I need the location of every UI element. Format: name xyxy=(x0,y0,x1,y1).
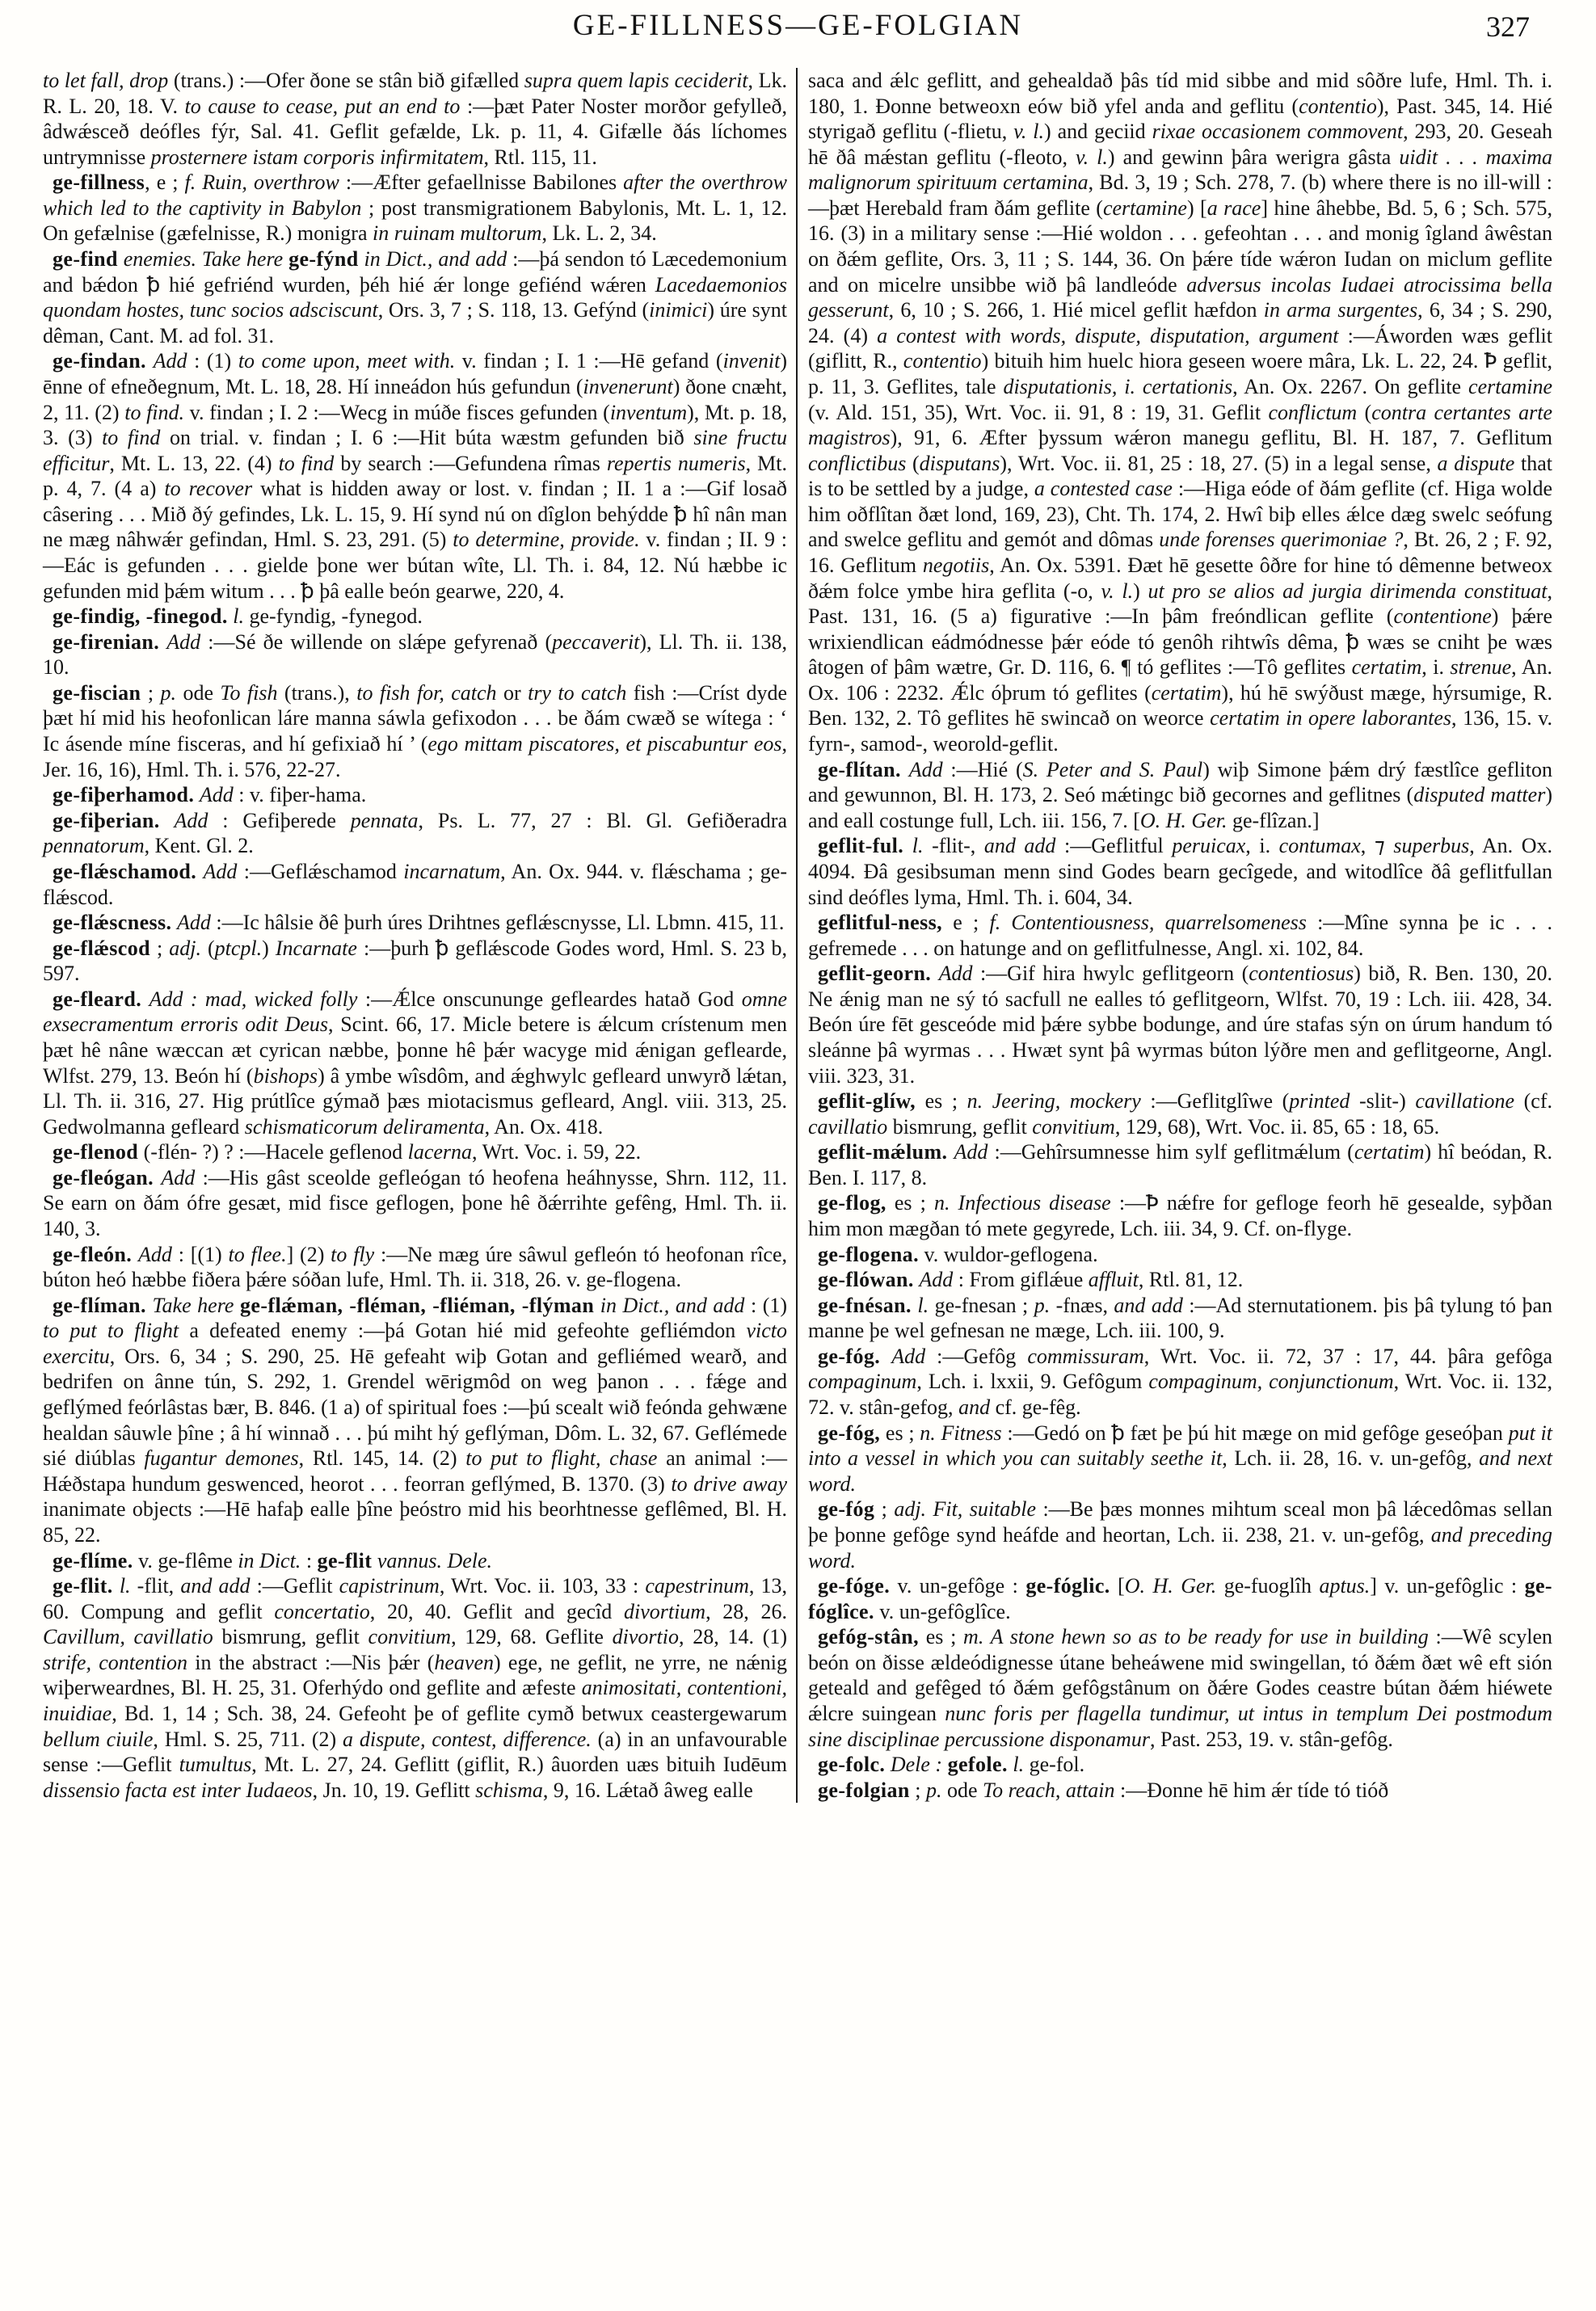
headword: ge-flǽman, -fléman, -fliéman, -flýman xyxy=(239,1293,595,1317)
left-column xyxy=(43,68,796,1803)
dictionary-entry: geflit-glíw, es ; n. Jeering, mockery :—Geflitglîwe (printed -slit-) cavillatione (cf. cavillatio bismrung, geflit convitium, 129, 68), Wrt. Voc. ii. 85, 65 : 18, 65. xyxy=(808,1089,1553,1139)
dictionary-entry: ge-fóg, es ; n. Fitness :—Gedó on ꝥ fæt þe þú hit mæge on mid gefôge geseóþan put it into a vessel in which you can suitably seethe it, Lch. ii. 28, 16. v. un-gefôg, and next word. xyxy=(808,1421,1552,1496)
dictionary-entry: ge-flǽscness. Add :—Ic hâlsie ðê þurh úres Drihtnes geflǽscnysse, Ll. Lbmn. 415, 11. xyxy=(53,911,785,935)
headword: ge-flit. xyxy=(53,1574,113,1598)
headword: ge-flíme. xyxy=(53,1548,133,1572)
dictionary-entry: gefóg-stân, es ; m. A stone hewn so as to be ready for use in building :—Wê scylen beón on ðisse ældeódignesse útane beheáwene mid swingellan, tó ðǽm ðæt wê eft sión geteald and gefêged tó ðǽm gefôgstânum on ðǽre Godes ceastre bútan ðǽm hiéwete ǽlcre suingean nunc foris per flagella tundimur, ut intus in templum Dei postmodum sine disciplinae percussione disponamur, Past. 253, 19. v. stân-gefôg. xyxy=(808,1625,1552,1751)
headword: ge-folgian xyxy=(818,1778,910,1802)
dictionary-entry: geflit-georn. Add :—Gif hira hwylc geflitgeorn (contentiosus) bið, R. Ben. 130, 20. Ne ǽnig man ne sý tó sacfull ne ealles tó geflitgeorn, Wlfst. 70, 19 : Lch. iii. 428, 34. Beón úre fēt gesceóde mid þǽre sybbe bodunge, and úre stafas sýn on úrum handum tó sleánne þâ wyrmas . . . Hwæt synt þâ wyrmas búton lýðre men and geflitgeorne, Angl. viii. 323, 31. xyxy=(808,962,1553,1088)
dictionary-entry: ge-fóge. v. un-gefôge : ge-fóglic. [O. H. Ger. ge-fuoglîh aptus.] v. un-gefôglic : ge-fóglîce. v. un-gefôglîce. xyxy=(808,1574,1552,1623)
headword: geflit-glíw, xyxy=(818,1089,916,1113)
dictionary-entry: ge-flíme. v. ge-flême in Dict. : ge-flit vannus. Dele. xyxy=(53,1548,493,1572)
page-number: 327 xyxy=(1486,11,1530,43)
headword: geflit-mǽlum. xyxy=(818,1140,948,1164)
headword: ge-flog, xyxy=(818,1191,886,1215)
headword: ge-folc. xyxy=(818,1753,886,1777)
dictionary-entry: ge-flíman. Take here ge-flǽman, -fléman, -fliéman, -flýman in Dict., and add : (1) to put to flight a defeated enemy :—þá Gotan hié mid gefeohte gefliémdon victo exercitu, Ors. 6, 34 ; S. 290, 25. Hē gefeaht wiþ Gotan and gefliémed wearð, and bedrifen on ânne tún, S. 292, 1. Grendel wērigmôd on weg þanon . . . fǽge and geflýmed feórlâstas bær, B. 846. (1 a) of spiritual foes :—þú scealt wið feónda gehwæne healdan sâuwle þîne ; â hí winnað . . . þú miht hý geflýman, Dôm. L. 32, 67. Geflémede sié diúblas fugantur demones, Rtl. 145, 14. (2) to put to flight, chase an animal :—Hǽðstapa hundum geswenced, heorot . . . feorran geflýmed, B. 1370. (3) to drive away inanimate objects :—Hē hafaþ ealle þîne þeóstro mid his beorhtnesse geflêmed, Bl. H. 85, 22. xyxy=(43,1293,788,1547)
dictionary-entry: geflit-mǽlum. Add :—Gehîrsumnesse him sylf geflitmǽlum (certatim) hî beódan, R. Ben. I. 117, 8. xyxy=(808,1140,1552,1189)
dictionary-entry: ge-flítan. Add :—Hié (S. Peter and S. Paul) wiþ Simone þǽm drý fæstlîce gefliton and gewunnon, Bl. H. 173, 2. Seó mǽtingc bið gecornes and geflitnes (disputed matter) and eall costunge full, Lch. iii. 156, 7. [O. H. Ger. ge-flîzan.] xyxy=(808,757,1553,832)
dictionary-entry: ge-fiþerhamod. Add : v. fiþer-hama. xyxy=(53,783,367,807)
headword: gefole. xyxy=(947,1753,1008,1777)
headword: ge-fleard. xyxy=(53,987,142,1011)
dictionary-entry: geflitful-ness, e ; f. Contentiousness, quarrelsomeness :—Mîne synna þe ic . . . gefremede . . . on hatunge and on geflitfulnesse, Angl. xi. 102, 84. xyxy=(808,911,1552,960)
headword: ge-fillness xyxy=(53,170,145,195)
headword: ge-findig, -finegod. xyxy=(53,604,228,629)
headword: ge-firenian. xyxy=(53,629,160,654)
dictionary-entry: ge-fiscian ; p. ode To fish (trans.), to fish for, catch or try to catch fish :—Críst dyde þæt hí mid his heofonlican láre manna sáwla gefixodon . . . be ðám cwæð se wítega : ‘ Ic ásende míne fisceras, and hí gefixiað hí ’ (ego mittam piscatores, et piscabuntur eos, Jer. 16, 16), Hml. Th. i. 576, 22-27. xyxy=(43,680,788,781)
headword: ge-flǽscod xyxy=(53,936,150,960)
headword: ge-fnésan. xyxy=(818,1293,912,1317)
dictionary-entry: ge-fiþerian. Add : Gefiþerede pennata, Ps. L. 77, 27 : Bl. Gl. Gefiðeradra pennatorum, Kent. Gl. 2. xyxy=(43,808,788,858)
headword: ge-findan. xyxy=(53,349,146,373)
dictionary-entry: ge-folgian ; p. ode To reach, attain :—Ðonne hē him ǽr tíde tó tióð xyxy=(818,1778,1389,1802)
headword: gefóg-stân, xyxy=(818,1625,919,1649)
dictionary-entry: saca and ǽlc geflitt, and gehealdað þâs tíd mid sibbe and mid sôðre lufe, Hml. Th. i. 180, 1. Ðonne betweoxn eów bið yfel anda and geflitu (contentio), Past. 345, 14. Hié styrigað geflitu (-flietu, v. l.) and geciid rixae occasionem commovent, 293, 20. Geseah hē ðâ mǽstan geflitu (-fleoto, v. l.) and gewinn þâra werigra gâsta uidit . . . maxima malignorum spirituum certamina, Bd. 3, 19 ; Sch. 278, 7. (b) where there is no ill-will :—þæt Herebald fram ðám geflite (certamine) [a race] hine âhebbe, Bd. 5, 6 ; Sch. 575, 16. (3) in a military sense :—Hié woldon . . . gefeohtan . . . and monig îgland âwêstan on ðǽm geflite, Ors. 3, 11 ; S. 144, 36. On þǽre tíde wǽron Iudan on miclum geflite and on micelre unsibbe wið þâ landleóde adversus incolas Iudaei atrocissima bella gesserunt, 6, 10 ; S. 266, 1. Hié micel geflit hæfdon in arma surgentes, 6, 34 ; S. 290, 24. (4) a contest with words, dispute, disputation, argument :—Áworden wæs geflit (giflitt, R., contentio) bituih him huelc hiora geseen woere mâra, Lk. L. 22, 24. Ꝥ geflit, p. 11, 3. Geflites, tale disputationis, i. certationis, An. Ox. 2267. On geflite certamine (v. Ald. 151, 35), Wrt. Voc. ii. 91, 8 : 19, 31. Geflit conflictum (contra certantes arte magistros), 91, 6. Æfter þyssum wǽron manegu geflitu, Bl. H. 187, 7. Geflitum conflictibus (disputans), Wrt. Voc. ii. 81, 25 : 18, 27. (5) in a legal sense, a dispute that is to be settled by a judge, a contested case :—Higa eóde of ðám geflite (cf. Higa wolde him oðflîtan ðæt lond, 169, 23), Cht. Th. 174, 2. Hwî biþ elles ǽlce dæg swelc seófung and swelce geflitu and gemót and dômas unde forenses querimoniae ?, Bt. 26, 2 ; F. 92, 16. Geflitum negotiis, An. Ox. 5391. Ðæt hē gesette ôðre for hine tó dêmenne betweox ðǽm folce ymbe hira geflita (-o, v. l.) ut pro se alios ad jurgia dirimenda constituat, Past. 131, 16. (5 a) figurative :—In þâm freóndlican geflite (contentione) þǽre wrixiendlican eádmódnesse þǽr eóde tó genôh rihtwîs dêma, ꝥ wæs se cniht þe wæs âtogen of þâm wætre, Gr. D. 116, 6. ¶ tó geflites :—Tô geflites certatim, i. strenue, An. Ox. 106 : 2232. Ǽlc óþrum tó geflites (certatim), hú hē swýðust mæge, hýrsumige, R. Ben. 132, 2. Tô geflites hē swincað on weorce certatim in opere laborantes, 136, 15. v. fyrn-, samod-, weorold-geflit. xyxy=(808,69,1553,756)
dictionary-entry: ge-fleón. Add : [(1) to flee.] (2) to fly :—Ne mæg úre sâwul gefleón tó heofonan rîce, búton heó hæbbe fiðera þǽre sóðan lufe, Hml. Th. ii. 318, 26. v. ge-flogena. xyxy=(43,1242,787,1292)
headword: ge-fiþerian. xyxy=(53,808,160,832)
headword: ge-flogena. xyxy=(818,1242,919,1266)
headword: ge-flǽschamod. xyxy=(53,859,197,883)
headword: ge-flítan. xyxy=(818,757,901,781)
dictionary-entry: ge-flit. l. -flit, and add :—Geflit capistrinum, Wrt. Voc. ii. 103, 33 : capestrinum, 13, 60. Compung and geflit concertatio, 20, 40. Geflit and gecîd divortium, 28, 26. Cavillum, cavillatio bismrung, geflit convitium, 129, 68. Geflite divortio, 28, 14. (1) strife, contention in the abstract :—Nis þǽr (heaven) ege, ne geflit, ne yrre, ne nǽnig wiþerweardnes, Bl. H. 25, 31. Oferhýdo ond geflite and æfeste animositati, contentioni, inuidiae, Bd. 1, 14 ; Sch. 38, 24. Gefeoht þe of geflite cymð betwux ceastergewarum bellum ciuile, Hml. S. 25, 711. (2) a dispute, contest, difference. (a) in an unfavourable sense :—Geflit tumultus, Mt. L. 27, 24. Geflitt (giflit, R.) âuorden uæs bituih Iudēum dissensio facta est inter Iudaeos, Jn. 10, 19. Geflitt schisma, 9, 16. Lǽtað âweg ealle xyxy=(43,1574,788,1802)
headword: ge-fiscian xyxy=(53,680,141,705)
headword: ge-fýnd xyxy=(288,247,359,272)
headword: geflitful-ness, xyxy=(818,911,943,935)
dictionary-entry: ge-findan. Add : (1) to come upon, meet with. v. findan ; I. 1 :—Hē gefand (invenit) ēnne of efneðegnum, Mt. L. 18, 28. Hí inneádon hús gefundun (invenerunt) ðone cnæht, 2, 11. (2) to find. v. findan ; I. 2 :—Wecg in múðe fisces gefunden (inventum), Mt. p. 18, 3. (3) to find on trial. v. findan ; I. 6 :—Hit búta wæstm gefunden bið sine fructu efficitur, Mt. L. 13, 22. (4) to find by search :—Gefundena rîmas repertis numeris, Mt. p. 4, 7. (4 a) to recover what is hidden away or lost. v. findan ; II. 1 a :—Gif losað câsering . . . Mið ðý gefindes, Lk. L. 15, 9. Hí synd nú on dîglon behýdde ꝥ hî nân man ne mæg nâhwǽr gefindan, Hml. S. 23, 291. (5) to determine, provide. v. findan ; II. 9 :—Eác is gefunden . . . gielde þone wer bútan wîte, Ll. Th. i. 84, 12. Nú hæbbe ic gefunden mid þǽm witum . . . ꝥ þâ ealle beón gearwe, 220, 4. xyxy=(43,349,788,603)
dictionary-entry: ge-firenian. Add :—Sé ðe willende on slǽpe gefyrenað (peccaverit), Ll. Th. ii. 138, 10. xyxy=(43,629,788,680)
right-column xyxy=(798,68,1552,1803)
headword: ge-fóglic. xyxy=(1025,1574,1110,1598)
dictionary-entry: ge-fillness, e ; f. Ruin, overthrow :—Æfter gefaellnisse Babilones after the overthrow which led to the captivity in Babylon ; post transmigrationem Babylonis, Mt. L. 1, 12. On gefælnise (gæfelnisse, R.) monigra in ruinam multorum, Lk. L. 2, 34. xyxy=(43,170,788,246)
headword: geflit-georn. xyxy=(818,962,932,986)
dictionary-entry: ge-flogena. v. wuldor-geflogena. xyxy=(818,1242,1098,1266)
dictionary-entry: ge-find enemies. Take here ge-fýnd in Dict., and add :—þá sendon tó Læcedemonium and bǽdon ꝥ hié gefriénd wurden, þéh hié ǽr longe gefiénd wǽren Lacedaemonios quondam hostes, tunc socios adsciscunt, Ors. 3, 7 ; S. 118, 13. Gefýnd (inimici) úre synt dêman, Cant. M. ad fol. 31. xyxy=(43,247,788,347)
dictionary-entry: ge-flog, es ; n. Infectious disease :—Ꝥ nǽfre for gefloge feorh hē gesealde, syþðan him mon mægðan tó mete gegyrede, Lch. iii. 34, 9. Cf. on-flyge. xyxy=(808,1191,1552,1241)
text-columns xyxy=(0,68,1596,1803)
headword: ge-flówan. xyxy=(818,1268,914,1292)
dictionary-entry: ge-flǽschamod. Add :—Geflǽschamod incarnatum, An. Ox. 944. v. flǽschama ; ge-flǽscod. xyxy=(43,859,787,909)
running-head xyxy=(0,0,1596,68)
dictionary-entry: ge-findig, -finegod. l. ge-fyndig, -fynegod. xyxy=(53,604,423,629)
dictionary-entry: ge-fnésan. l. ge-fnesan ; p. -fnæs, and add :—Ad sternutationem. þis þâ tylung tó þan manne þe wel gefnesan ne mæge, Lch. iii. 100, 9. xyxy=(808,1293,1553,1343)
dictionary-entry: to let fall, drop (trans.) :—Ofer ðone se stân bið gifælled supra quem lapis ceciderit, Lk. R. L. 20, 18. V. to cause to cease, put an end to :—þæt Pater Noster morðor gefylleð, âdwǽsceð deófles fýr, Sal. 41. Geflit gefælde, Lk. p. 11, 4. Gifælle ðás líchomes untrymnisse prosternere istam corporis infirmitatem, Rtl. 115, 11. xyxy=(43,69,787,169)
headword: ge-flenod xyxy=(53,1140,139,1164)
dictionary-entry: ge-fleard. Add : mad, wicked folly :—Ǽlce onscununge gefleardes hatað God omne exsecramentum erroris odit Deus, Scint. 66, 17. Micle betere is ǽlcum crístenum men þæt hê nâne wæccan æt cyrican næbbe, þonne hê þǽr wacyge mid ǽnigan geflearde, Wlfst. 279, 13. Beón hí (bishops) â ymbe wîsdôm, and ǽghwylc gefleard unwyrð lǽtan, Ll. Th. ii. 316, 27. Hig prútlîce gýmað þæs miotacismus gefleard, Angl. viii. 313, 25. Gedwolmanna gefleard schismaticorum deliramenta, An. Ox. 418. xyxy=(43,987,788,1139)
headword: ge-flit xyxy=(317,1548,373,1572)
headword: ge-fóg xyxy=(818,1497,875,1522)
dictionary-entry: geflit-ful. l. -flit-, and add :—Geflitful peruicax, i. contumax, ⁊ superbus, An. Ox. 4094. Ðâ gesibsuman menn sind Godes bearn gecîgede, and witodlîce ðâ geflitfullan sind deófles lyma, Hml. Th. i. 604, 34. xyxy=(808,834,1552,909)
dictionary-entry: ge-fleógan. Add :—His gâst sceolde gefleógan tó heofena heáhnysse, Shrn. 112, 11. Se earn on ðám ófre gesæt, mid fisce geflogen, þone hê ðǽrrihte gefêng, Hml. Th. ii. 140, 3. xyxy=(43,1165,788,1241)
headword: ge-fóglîce. xyxy=(808,1574,1552,1623)
dictionary-entry: ge-flǽscod ; adj. (ptcpl.) Incarnate :—þurh ꝥ geflǽscode Godes word, Hml. S. 23 b, 597. xyxy=(43,936,787,986)
dictionary-entry: ge-fóg. Add :—Gefôg commissuram, Wrt. Voc. ii. 72, 37 : 17, 44. þâra gefôga compaginum, Lch. i. lxxii, 9. Gefôgum compaginum, conjunctionum, Wrt. Voc. ii. 132, 72. v. stân-gefog, and cf. ge-fêg. xyxy=(808,1344,1553,1420)
dictionary-entry: ge-folc. Dele : gefole. l. ge-fol. xyxy=(818,1753,1085,1777)
page-header-title: GE-FILLNESS—GE-FOLGIAN xyxy=(572,9,1024,42)
headword: ge-flǽscness. xyxy=(53,911,172,935)
headword: ge-fóg. xyxy=(818,1344,881,1368)
headword: ge-fiþerhamod. xyxy=(53,783,195,807)
headword: geflit-ful. xyxy=(818,834,904,858)
headword: ge-fleón. xyxy=(53,1242,133,1266)
headword: ge-flíman. xyxy=(53,1293,146,1317)
dictionary-entry: ge-flenod (-flén- ?) ? :—Hacele geflenod lacerna, Wrt. Voc. i. 59, 22. xyxy=(53,1140,642,1164)
headword: ge-find xyxy=(53,247,118,272)
dictionary-entry: ge-flówan. Add : From giflǽue affluit, Rtl. 81, 12. xyxy=(818,1268,1244,1292)
headword: ge-fleógan. xyxy=(53,1165,154,1189)
dictionary-entry: ge-fóg ; adj. Fit, suitable :—Be þæs monnes mihtum sceal mon þâ lǽcedômas sellan þe þonne gefôge synd heáfde and heortan, Lch. ii. 238, 21. v. un-gefôg, and preceding word. xyxy=(808,1497,1552,1572)
headword: ge-fóg, xyxy=(818,1421,881,1445)
headword: ge-fóge. xyxy=(818,1574,891,1598)
